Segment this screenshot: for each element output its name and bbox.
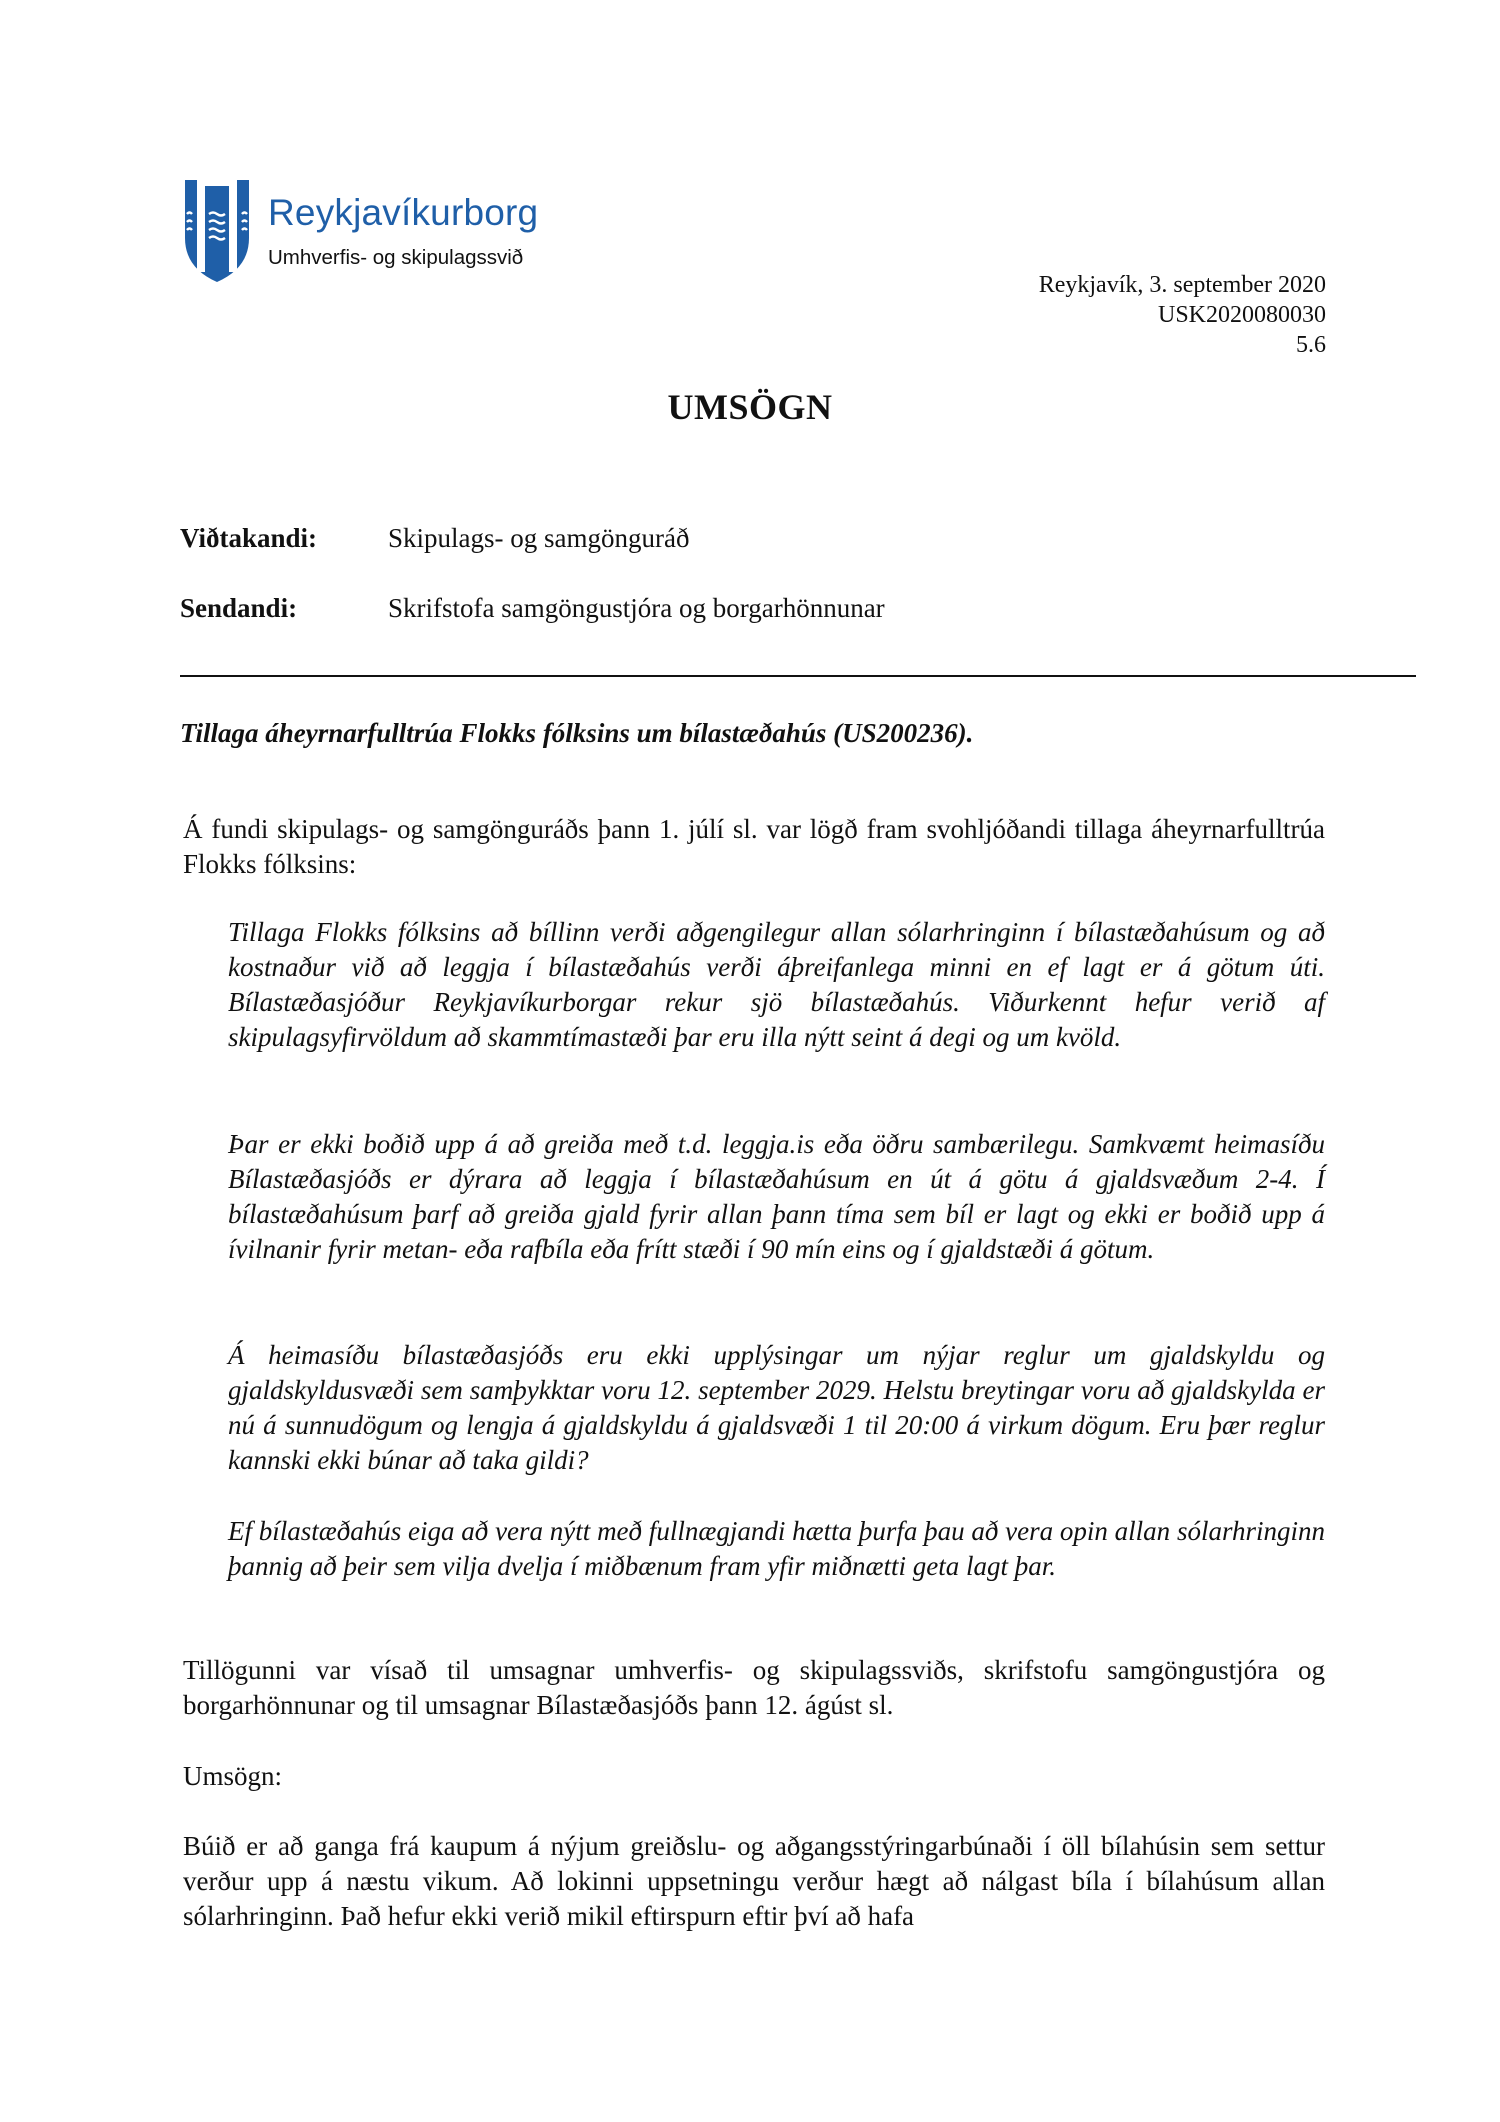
quote-paragraph-4: Ef bílastæðahús eiga að vera nýtt með fullnægjandi hætta þurfa þau að vera opin allan sólarhringinn þannig að þeir sem vilja dvelja í miðbænum fram yfir miðnætti geta lagt þar. — [228, 1516, 1325, 1581]
opinion-body: Búið er að ganga frá kaupum á nýjum greiðslu- og aðgangsstýringarbúnaði í öll bílahúsin sem settur verður upp á næstu vikum. Að lokinni uppsetningu verður hægt að nálgast bíla í bílahúsum allan sólarhringinn. Það hefur ekki verið mikil eftirspurn eftir því að hafa — [183, 1831, 1325, 1931]
sender-label: Sendandi: — [180, 593, 298, 623]
letterhead-logo — [183, 178, 583, 288]
subject-line: Tillaga áheyrnarfulltrúa Flokks fólksins um bílastæðahús (US200236). — [180, 718, 974, 748]
referral-paragraph: Tillögunni var vísað til umsagnar umhverfis- og skipulagssviðs, skrifstofu samgöngustjóra og borgarhönnunar og til umsagnar Bílastæðasjóðs þann 12. ágúst sl. — [183, 1655, 1325, 1720]
quote-paragraph-2: Þar er ekki boðið upp á að greiða með t.d. leggja.is eða öðru sambærilegu. Samkvæmt heimasíðu Bílastæðasjóðs er dýrara að leggja í bílastæðahúsum en út á götu á gjaldsvæðum 2-4. Í bílastæðahúsum þarf að greiða gjald fyrir allan þann tíma sem bíl er lagt og ekki er boðið upp á ívilnanir fyrir metan- eða rafbíla eða frítt stæði í 90 mín eins og í gjaldstæði á götum. — [228, 1129, 1325, 1264]
case-number: USK2020080030 — [1157, 302, 1326, 328]
recipient-value: Skipulags- og samgönguráð — [388, 523, 690, 553]
sender-value: Skrifstofa samgöngustjóra og borgarhönnunar — [388, 593, 885, 623]
recipient-label: Viðtakandi: — [180, 523, 318, 553]
place-date: Reykjavík, 3. september 2020 — [1038, 272, 1326, 298]
sender-row — [180, 593, 885, 624]
item-number: 5.6 — [1296, 332, 1326, 358]
reykjavik-shield-icon — [183, 178, 251, 284]
recipient-row — [180, 523, 689, 554]
header-divider — [180, 675, 1416, 677]
intro-paragraph: Á fundi skipulags- og samgönguráðs þann 1. júlí sl. var lögð fram svohljóðandi tillaga áheyrnarfulltrúa Flokks fólksins: — [183, 814, 1325, 879]
document-title: UMSÖGN — [667, 387, 833, 427]
document-meta — [1039, 270, 1326, 360]
opinion-heading: Umsögn: — [183, 1761, 283, 1791]
organization-name: Reykjavíkurborg — [268, 192, 539, 233]
division-name: Umhverfis- og skipulagssvið — [268, 246, 524, 269]
quote-paragraph-3: Á heimasíðu bílastæðasjóðs eru ekki upplýsingar um nýjar reglur um gjaldskyldu og gjaldskyldusvæði sem samþykktar voru 12. september 2029. Helstu breytingar voru að gjaldskylda er nú á sunnudögum og lengja á gjaldskyldu á gjaldsvæði 1 til 20:00 á virkum dögum. Eru þær reglur kannski ekki búnar að taka gildi? — [228, 1340, 1325, 1475]
quote-paragraph-1: Tillaga Flokks fólksins að bíllinn verði aðgengilegur allan sólarhringinn í bílastæðahúsum og að kostnaður við að leggja í bílastæðahús verði áþreifanlega minni en ef lagt er á götum úti. Bílastæðasjóður Reykjavíkurborgar rekur sjö bílastæðahús. Viðurkennt hefur verið af skipulagsyfirvöldum að skammtímastæði þar eru illa nýtt seint á degi og um kvöld. — [228, 917, 1325, 1052]
